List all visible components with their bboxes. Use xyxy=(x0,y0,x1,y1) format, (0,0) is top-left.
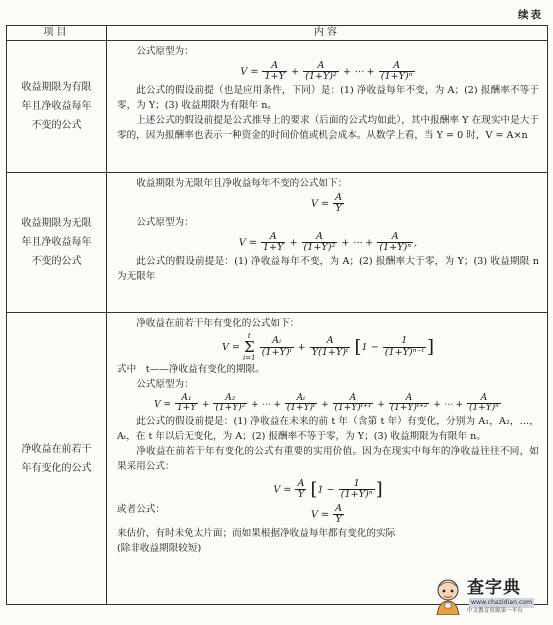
row-item: 收益期限为无限 年且净收益每年 不变的公式 xyxy=(7,173,107,313)
formula: V = $\frac{A}{1+Y}$ + $\frac{A}{\text{(1+Y)²}}$ + ⋯ + $\frac{A}{\text{(1+Y)ⁿ}}$ xyxy=(240,59,413,83)
mascot-icon xyxy=(433,577,463,615)
header-item: 项目 xyxy=(7,26,107,41)
header-content: 内容 xyxy=(107,26,548,41)
paragraph: 此公式的假设前提（也是应用条件，下同）是：(1) 净收益每年不变，为 A；(2) 报酬率不等于零，为 Y；(3) 收益期限为有限年 n。 xyxy=(117,84,539,111)
row-content xyxy=(107,173,548,313)
formula: V = $\frac{A}{1+Y}$ + $\frac{A}{\text{(1+Y)²}}$ + ⋯ + $\frac{A}{\text{(1+Y)ⁿ}}$ , xyxy=(238,230,418,254)
paragraph: 上述公式的假设前提是公式推导上的要求（后面的公式均如此），其中报酬率 Y 在现实中是大于零的，因为报酬率也表示一种资金的时间价值或机会成本。从数学上看，当 Y = 0 时，V = A×n xyxy=(117,114,539,141)
row-item: 净收益在前若干 年有变化的公式 xyxy=(7,313,107,605)
paragraph: 此公式的假设前提是：(1) 净收益每年不变，为 A；(2) 报酬率大于零，为 Y；(3) 收益期限 n 为无限年 xyxy=(117,255,539,282)
watermark-subtitle: 中文教育资源第一平台 xyxy=(467,608,523,614)
formula-where: 式中 t——净收益有变化的期限。 xyxy=(117,363,265,375)
formula-intro: 公式原型为： xyxy=(136,46,194,57)
formula: V = $\frac{\text{A₁}}{1+Y}$ + $\frac{\text{A₂}}{\text{(1+Y)²}}$ + ⋯ + $\frac{\text{Aₜ}}{\text{(1+Y)ᵗ}}$ + $\frac{A}{\text{(1+Y)ᵗ⁺¹}}$ + $\frac{A}{\text{(1+Y)ᵗ⁺²}}$ + ⋯ + $\frac{A}{\text{(1+Y)ⁿ}}$ xyxy=(154,392,499,414)
table-row xyxy=(7,41,548,173)
row-content xyxy=(107,41,548,173)
table-row xyxy=(7,313,548,605)
formula: V = $\frac{A}{Y}$ [1 − $\frac{1}{\text{(1+Y)ⁿ}}$ ] xyxy=(273,477,383,501)
watermark-brand: 查字典 xyxy=(467,578,521,598)
paragraph: 来估价，有时未免太片面；而如果根据净收益每年都有变化的实际 xyxy=(117,527,396,539)
continued-label: 续表 xyxy=(518,9,543,21)
paragraph: 此公式的假设前提是：(1) 净收益在未来的前 t 年（含第 t 年）有变化，分别为 A₁，A₂，…，Aₜ，在 t 年以后无变化，为 A；(2) 报酬率不等于零，为 Y；(3) 收益期限为有限年 n。 xyxy=(117,416,539,443)
row-item: 收益期限为有限 年且净收益每年 不变的公式 xyxy=(7,41,107,173)
paragraph: 净收益在前若干年有变化的公式有重要的实用价值。因为在现实中每年的净收益往往不同，如果采用公式： xyxy=(117,446,539,472)
formula-intro: 公式原型为： xyxy=(136,216,194,228)
table-row xyxy=(7,173,548,313)
formula-table xyxy=(6,25,548,605)
watermark-url: www.chazidian.com xyxy=(471,599,533,606)
formula-intro: 净收益在前若干年有变化的公式如下： xyxy=(136,318,300,329)
formula: V = t Σ i=1 $\frac{\text{Aᵢ}}{\text{(1+Y)ⁱ}}$ + $\frac{A}{\text{Y(1+Y)ᵗ}}$ [1 − $\frac{1}{\text{(1+Y)ⁿ⁻ᵗ}}$ ] xyxy=(221,331,435,362)
row-content xyxy=(107,313,548,605)
formula-intro: 收益期限为无限年且净收益每年不变的公式如下： xyxy=(136,178,348,189)
formula: V = $\frac{A}{Y}$ xyxy=(310,502,342,526)
formula-intro: 或者公式： xyxy=(117,503,165,515)
paragraph: (除非收益期限较短) xyxy=(117,542,202,554)
watermark-logo xyxy=(433,571,545,621)
formula-intro: 公式原型为： xyxy=(136,378,194,390)
table-header-row xyxy=(7,26,548,41)
formula: V = $\frac{A}{Y}$ xyxy=(310,191,342,215)
